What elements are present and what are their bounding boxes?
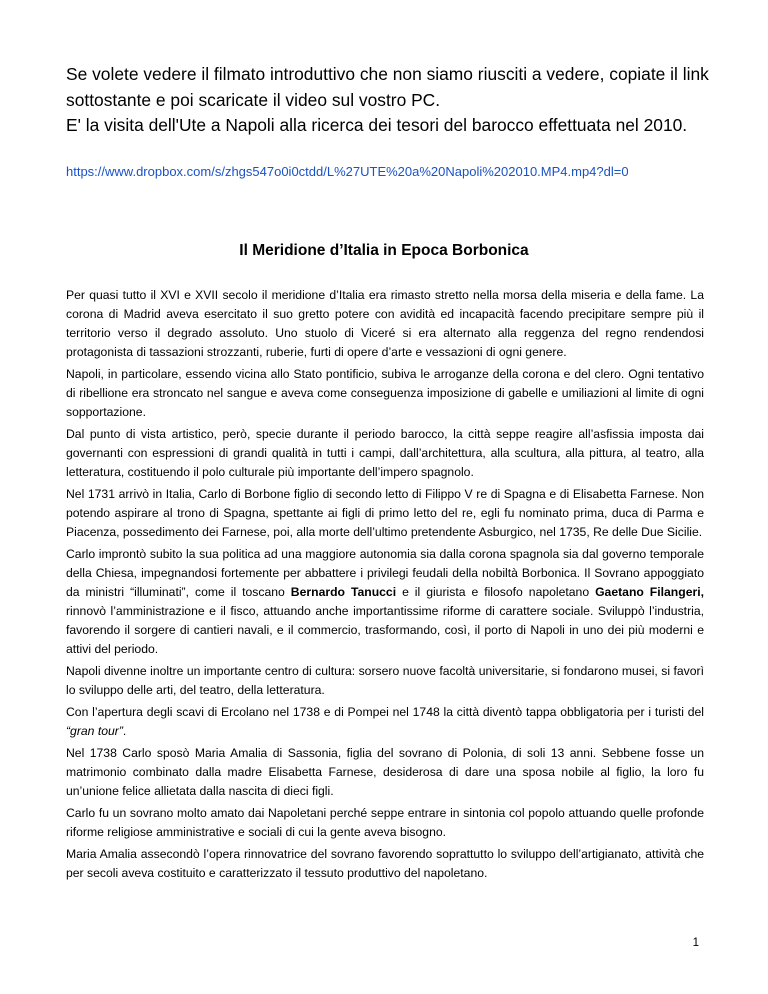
intro-line-1: Se volete vedere il filmato introduttivo che non siamo riusciti a vedere, copiate il link sottostante e poi scaricate il video sul vostro PC. <box>66 64 709 110</box>
page-title: Il Meridione d’Italia in Epoca Borbonica <box>239 242 529 259</box>
paragraph: Per quasi tutto il XVI e XVII secolo il meridione d’Italia era rimasto stretto nella morsa della miseria e della fame. La corona di Madrid aveva esercitato il suo gretto potere con avidità ed incapacità facendo precipitare sempre più il territorio verso il degrado assoluto. Uno stuolo di Viceré si era alternato alla reggenza del regno rendendosi protagonista di tassazioni strozzanti, ruberie, furti di opere d’arte e vessazioni di ogni genere. <box>66 288 704 359</box>
paragraph-text: rinnovò l’amministrazione e il fisco, attuando anche importantissime riforme di carattere sociale. Sviluppò l’industria, favorendo il sorgere di cantieri navali, e il commercio, trasformando, così, il porto di Napoli in uno dei più moderni e attivi del periodo. <box>66 604 704 656</box>
bold-name: Bernardo Tanucci <box>290 585 397 599</box>
paragraph-text: Carlo improntò subito la sua politica ad una maggiore autonomia sia dalla corona spagnola sia dal governo temporale della Chiesa, impegnandosi fortemente per abbattere i privilegi feudali della nobiltà Borbonica. Il Sovrano appoggiato da ministri “illuminati”, come il toscano <box>66 547 704 599</box>
paragraph: Maria Amalia assecondò l’opera rinnovatrice del sovrano favorendo soprattutto lo sviluppo dell’artigianato, attività che per secoli aveva costituito e caratterizzato il tessuto produttivo del napoletano. <box>66 847 704 880</box>
paragraph: Carlo fu un sovrano molto amato dai Napoletani perché seppe entrare in sintonia col popolo attuando quelle profonde riforme religiose amministrative e sociali di cui la gente aveva bisogno. <box>66 806 704 839</box>
paragraph: Napoli divenne inoltre un importante centro di cultura: sorsero nuove facoltà universitarie, si fondarono musei, si favorì lo sviluppo delle arti, del teatro, della letteratura. <box>66 664 704 697</box>
paragraph: Nel 1738 Carlo sposò Maria Amalia di Sassonia, figlia del sovrano di Polonia, di soli 13 anni. Sebbene fosse un matrimonio combinato dalla madre Elisabetta Farnese, desiderosa di dare una sposa nobile al figlio, la loro fu un’unione felice allietata dalla nascita di dieci figli. <box>66 746 704 798</box>
intro-line-2: E' la visita dell'Ute a Napoli alla ricerca dei tesori del barocco effettuata nel 2010. <box>66 115 688 135</box>
paragraph <box>66 545 704 659</box>
intro-note <box>66 62 746 139</box>
paragraph <box>66 703 704 741</box>
paragraph-text: e il giurista e filosofo napoletano <box>396 585 596 599</box>
body-text <box>66 286 704 886</box>
video-link[interactable]: https://www.dropbox.com/s/zhgs547o0i0ctdd/L%27UTE%20a%20Napoli%202010.MP4.mp4?dl=0 <box>66 164 629 179</box>
bold-name: Gaetano Filangeri, <box>595 585 704 599</box>
paragraph: Dal punto di vista artistico, però, specie durante il periodo barocco, la città seppe reagire all’asfissia imposta dai governanti con espressioni di grandi qualità in tutti i campi, dall’architettura, alla scultura, alla pittura, al teatro, alla letteratura, costituendo il polo culturale più importante dell’impero spagnolo. <box>66 427 704 479</box>
italic-text: “gran tour” <box>66 724 123 738</box>
paragraph-text: . <box>122 724 127 738</box>
paragraph: Nel 1731 arrivò in Italia, Carlo di Borbone figlio di secondo letto di Filippo V re di Spagna e di Elisabetta Farnese. Non potendo aspirare al trono di Spagna, spettante ai figli di primo letto del re, egli fu nominato prima, duca di Parma e Piacenza, possedimento dei Farnese, poi, alla morte dell’ultimo pretendente Asburgico, nel 1735, Re delle Due Sicilie. <box>66 487 704 539</box>
page-number: 1 <box>692 937 699 949</box>
paragraph-text: Con l’apertura degli scavi di Ercolano nel 1738 e di Pompei nel 1748 la città diventò tappa obbligatoria per i turisti del <box>66 705 704 719</box>
paragraph: Napoli, in particolare, essendo vicina allo Stato pontificio, subiva le arroganze della corona e del clero. Ogni tentativo di ribellione era stroncato nel sangue e aveva come conseguenza imposizione di gabelle e umiliazioni al limite di ogni sopportazione. <box>66 367 704 419</box>
